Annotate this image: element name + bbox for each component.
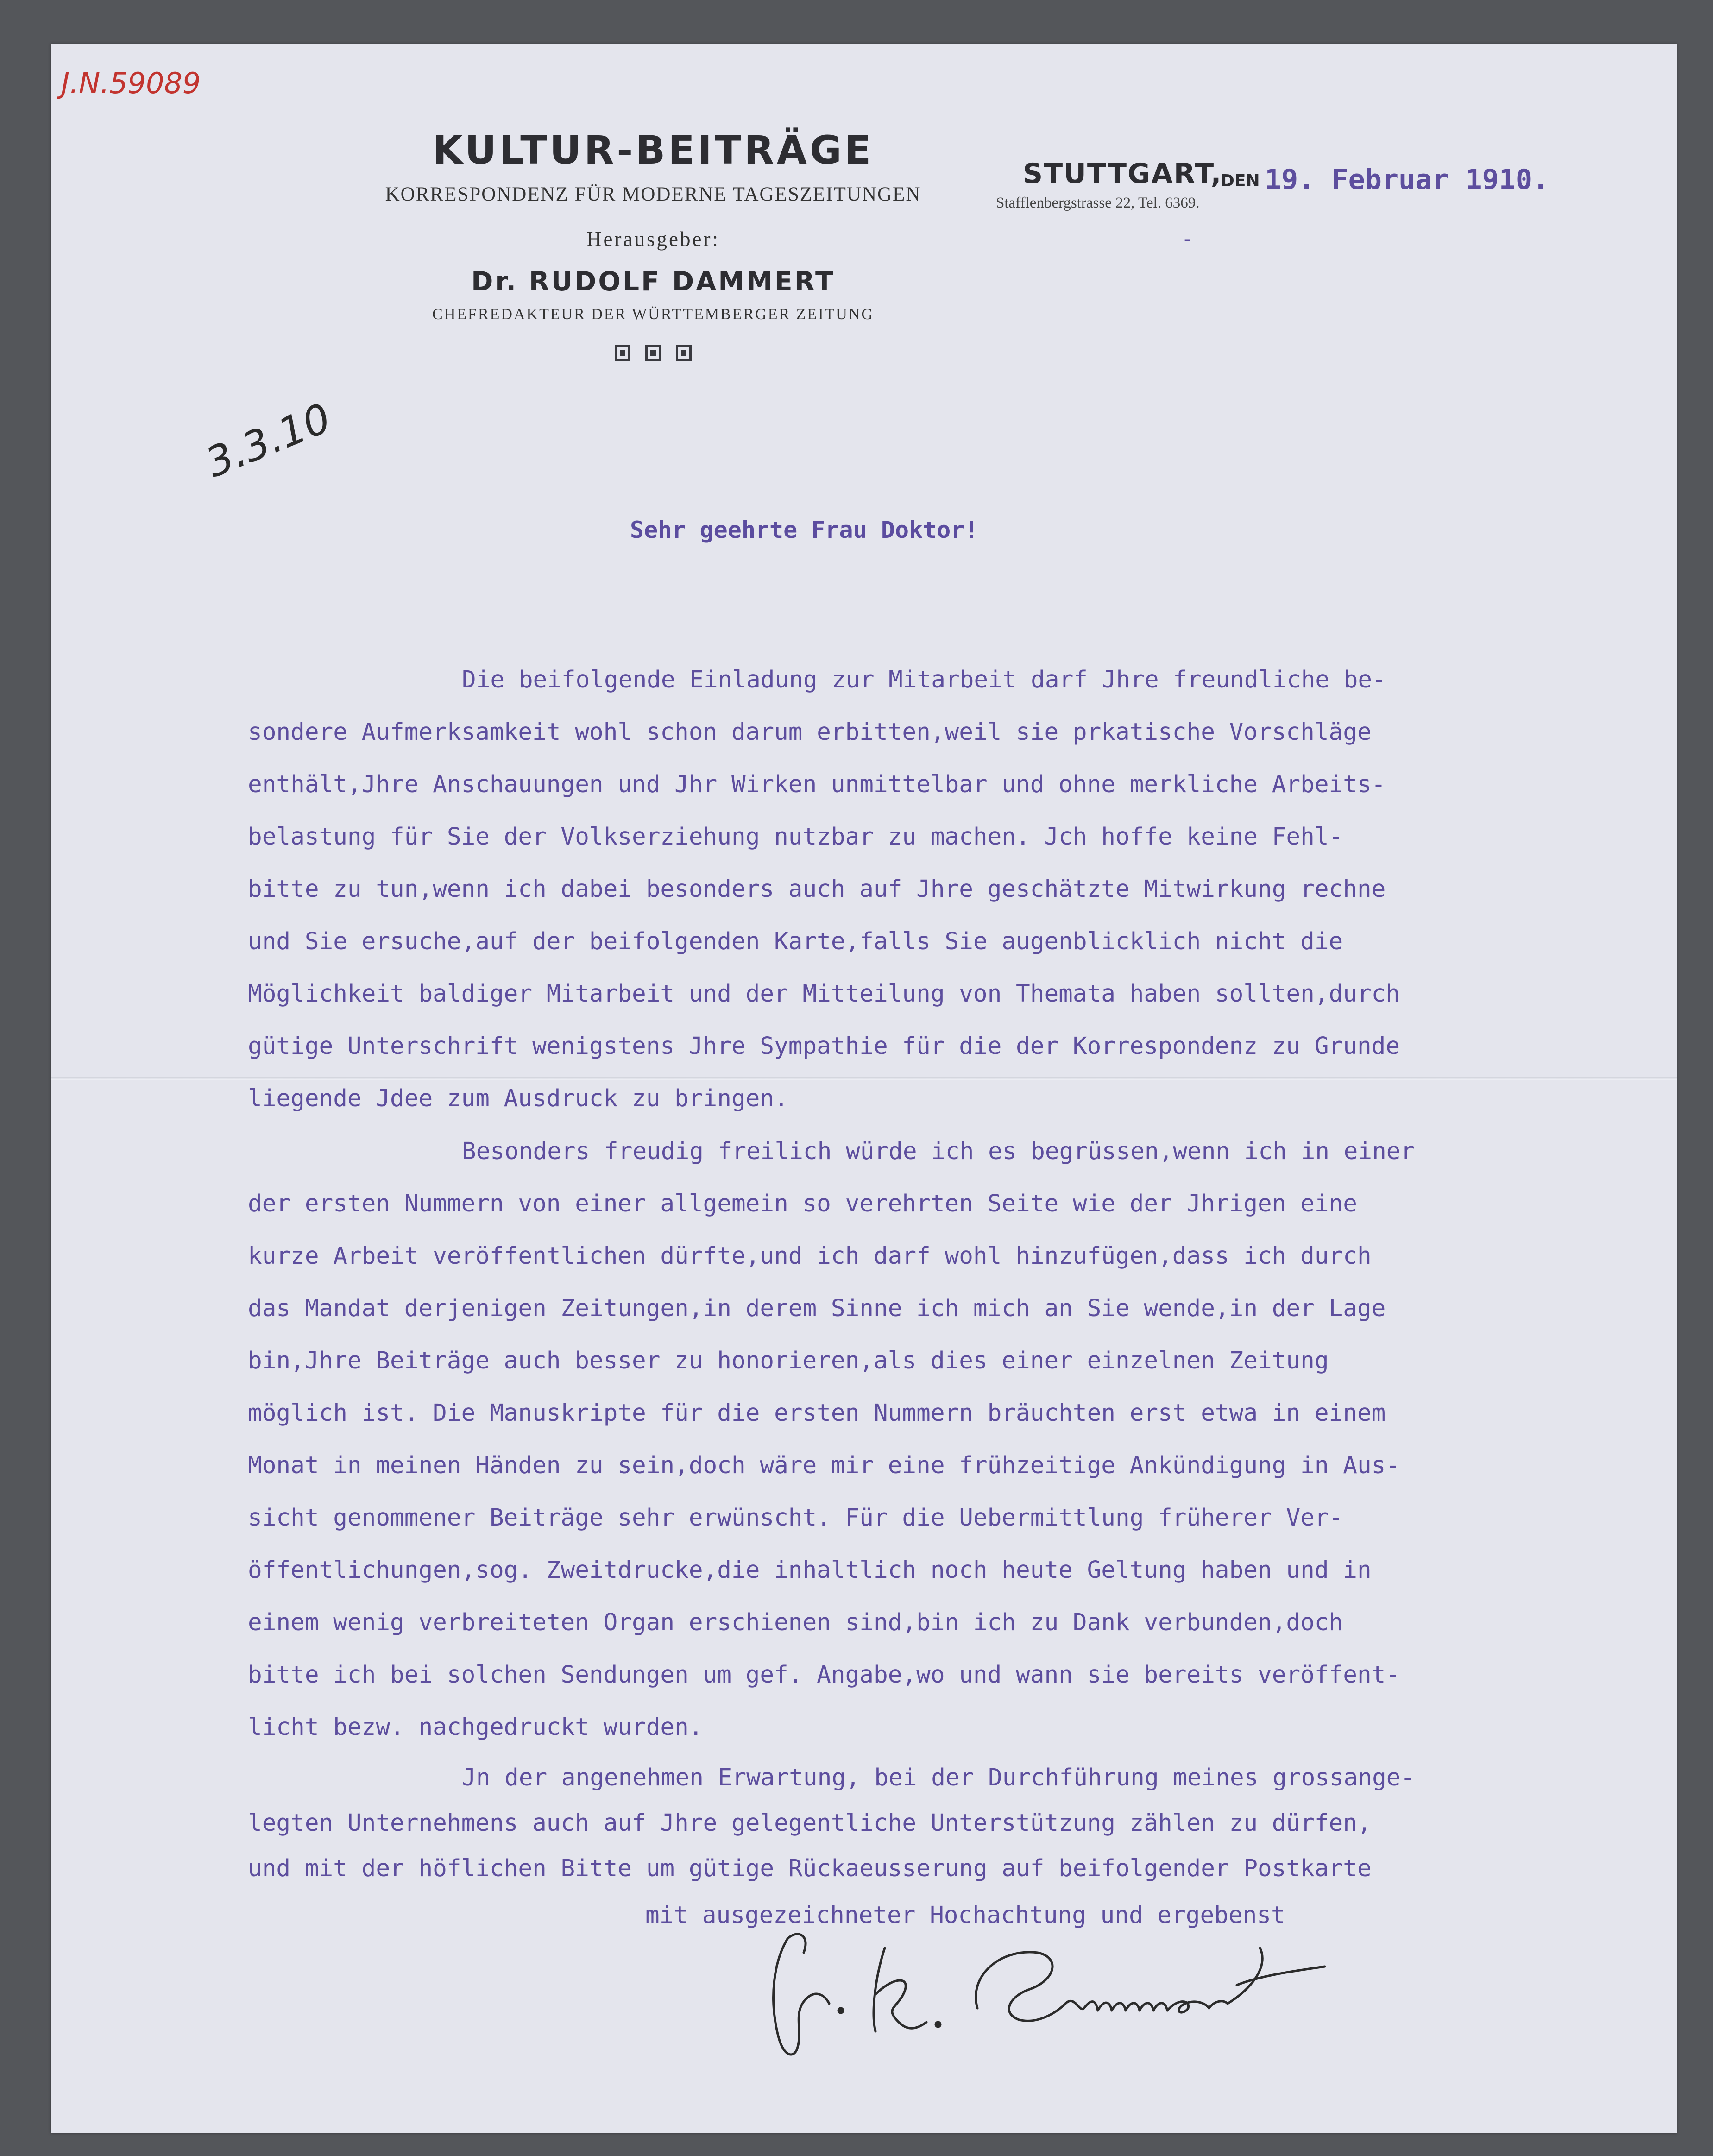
- body-line: belastung für Sie der Volkserziehung nutzbar zu machen. Jch hoffe keine Fehl-: [248, 823, 1343, 851]
- body-line: bin,Jhre Beiträge auch besser zu honorieren,als dies einer einzelnen Zeitung: [248, 1347, 1329, 1374]
- body-line: gütige Unterschrift wenigstens Jhre Sympathie für die der Korrespondenz zu Grunde: [248, 1033, 1400, 1060]
- ornament-square-icon: [645, 345, 661, 361]
- body-line: einem wenig verbreiteten Organ erschienen sind,bin ich zu Dank verbunden,doch: [248, 1609, 1343, 1636]
- body-line: das Mandat derjenigen Zeitungen,in derem Sinne ich mich an Sie wende,in der Lage: [248, 1295, 1386, 1322]
- paper-fold: [51, 1077, 1677, 1080]
- body-line: legten Unternehmens auch auf Jhre gelegentliche Unterstützung zählen zu dürfen,: [248, 1809, 1372, 1837]
- ornament-square-icon: [615, 345, 630, 361]
- body-line: Monat in meinen Händen zu sein,doch wäre mir eine frühzeitige Ankündigung in Aus-: [248, 1452, 1400, 1479]
- body-line: und Sie ersuche,auf der beifolgenden Karte,falls Sie augenblicklich nicht die: [248, 928, 1343, 955]
- body-line: öffentlichungen,sog. Zweitdrucke,die inhaltlich noch heute Geltung haben und in: [248, 1557, 1372, 1584]
- body-line: sicht genommener Beiträge sehr erwünscht. Für die Uebermittlung früherer Ver-: [248, 1504, 1343, 1532]
- body-line: liegende Jdee zum Ausdruck zu bringen.: [248, 1085, 788, 1112]
- den-label: DEN: [1221, 171, 1260, 190]
- body-line: kurze Arbeit veröffentlichen dürfte,und ich darf wohl hinzufügen,dass ich durch: [248, 1242, 1372, 1270]
- publisher-role: CHEFREDAKTEUR DER WÜRTTEMBERGER ZEITUNG: [432, 306, 874, 323]
- body-line: Die beifolgende Einladung zur Mitarbeit darf Jhre freundliche be-: [462, 666, 1386, 693]
- archive-number: J.N.59089: [61, 66, 201, 100]
- body-line: möglich ist. Die Manuskripte für die ersten Nummern bräuchten erst etwa in einem: [248, 1400, 1386, 1427]
- body-line: sondere Aufmerksamkeit wohl schon darum erbitten,weil sie prkatische Vorschläge: [248, 719, 1372, 746]
- ornament-square-icon: [676, 345, 692, 361]
- sender-address: Stafflenbergstrasse 22, Tel. 6369.: [996, 195, 1200, 211]
- body-line: Möglichkeit baldiger Mitarbeit und der Mitteilung von Themata haben sollten,durch: [248, 980, 1400, 1008]
- body-line: licht bezw. nachgedruckt wurden.: [248, 1714, 703, 1741]
- date-dash: -: [1181, 227, 1194, 251]
- handwritten-date: 3.3.10: [199, 394, 338, 487]
- body-line: bitte ich bei solchen Sendungen um gef. Angabe,wo und wann sie bereits veröffent-: [248, 1661, 1400, 1689]
- body-line: Besonders freudig freilich würde ich es begrüssen,wenn ich in einer: [462, 1138, 1415, 1165]
- salutation: Sehr geehrte Frau Doktor!: [630, 517, 979, 543]
- handwritten-signature: [760, 1920, 1399, 2068]
- letterhead-title: KULTUR-BEITRÄGE: [432, 127, 874, 173]
- letter-page: [51, 44, 1677, 2133]
- letter-date: 19. Februar 1910.: [1265, 164, 1549, 196]
- body-line: Jn der angenehmen Erwartung, bei der Durchführung meines grossange-: [462, 1764, 1415, 1791]
- body-line: bitte zu tun,wenn ich dabei besonders auch auf Jhre geschätzte Mitwirkung rechne: [248, 876, 1386, 903]
- closing-line: mit ausgezeichneter Hochachtung und ergebenst: [645, 1902, 1285, 1929]
- body-line: und mit der höflichen Bitte um gütige Rückaeusserung auf beifolgender Postkarte: [248, 1855, 1372, 1882]
- body-line: enthält,Jhre Anschauungen und Jhr Wirken unmittelbar und ohne merkliche Arbeits-: [248, 771, 1386, 798]
- letter-city: STUTTGART,: [1023, 158, 1222, 190]
- publisher-name: Dr. RUDOLF DAMMERT: [471, 266, 835, 297]
- letterhead-subtitle: KORRESPONDENZ FÜR MODERNE TAGESZEITUNGEN: [385, 183, 921, 205]
- publisher-label: Herausgeber:: [586, 227, 720, 251]
- body-line: der ersten Nummern von einer allgemein so verehrten Seite wie der Jhrigen eine: [248, 1190, 1357, 1217]
- letterhead-ornament: [615, 345, 692, 361]
